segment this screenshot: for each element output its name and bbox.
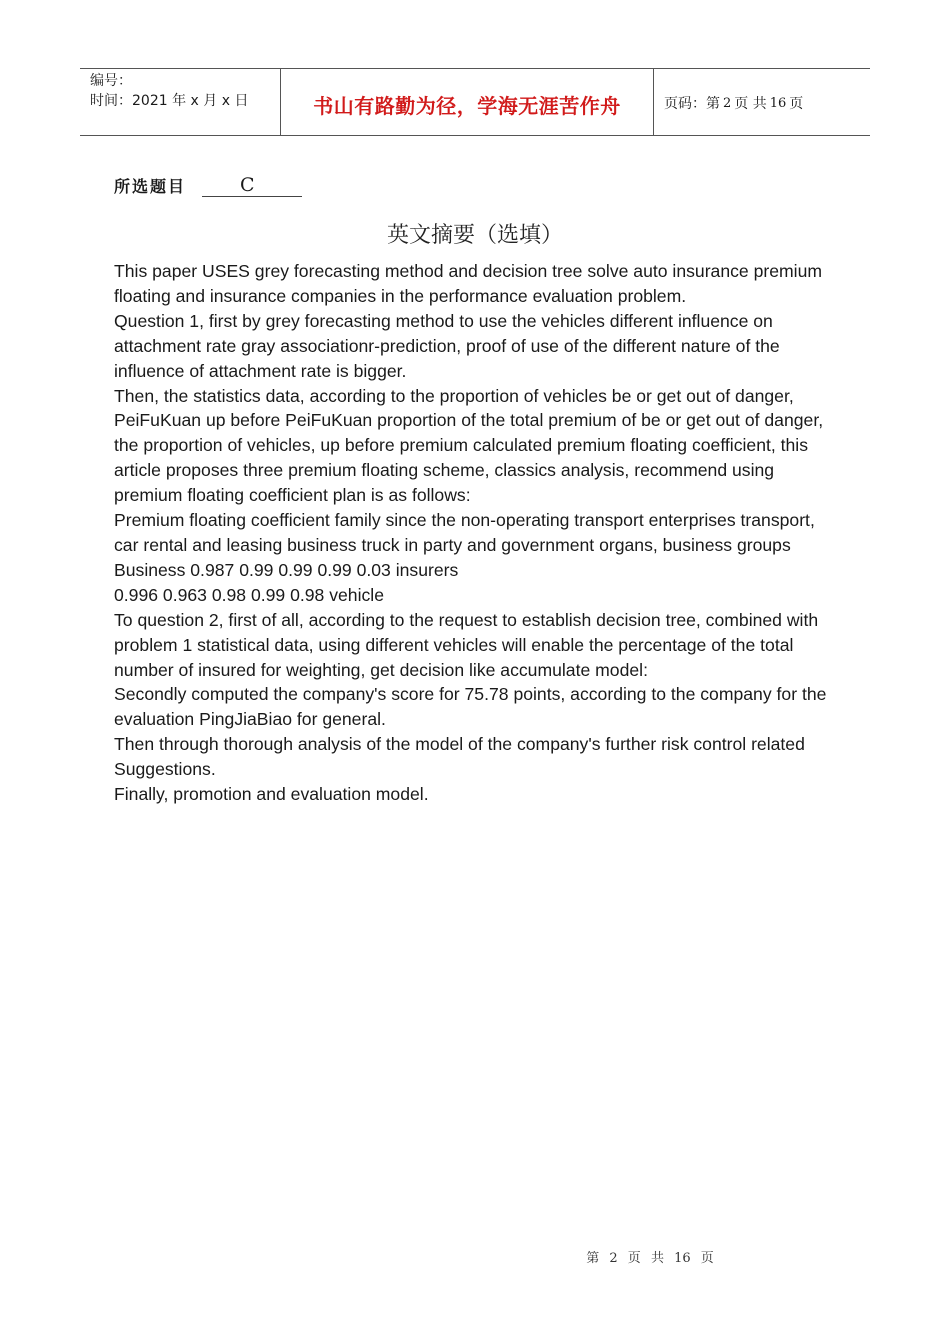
abstract-paragraph: Then, the statistics data, according to the proportion of vehicles be or get out of danger, PeiFuKuan up before PeiFuKuan proportion of the total premium of be or get out of danger, the proportion of vehicles, up before premium calculated premium floating coefficient, this article proposes three premium floating scheme, classics analysis, recommend using premium floating coefficient plan is as follows:	[114, 385, 824, 506]
header-page-current: 2	[723, 95, 732, 111]
abstract-paragraph: This paper USES grey forecasting method and decision tree solve auto insurance premium floating and insurance companies in the performance evaluation problem.	[114, 261, 823, 306]
footer-mid1: 页	[627, 1251, 641, 1266]
abstract-paragraph: Secondly computed the company's score for 75.78 points, according to the company for the evaluation PingJiaBiao for general.	[114, 684, 827, 730]
page-footer	[0, 1247, 950, 1266]
footer-current-page: 2	[609, 1251, 618, 1266]
header-meta	[80, 69, 281, 135]
abstract-title: 英文摘要（选填）	[386, 223, 563, 248]
header-page-mid: 页 共	[734, 96, 767, 112]
abstract-paragraph: Then through thorough analysis of the model of the company's further risk control related Suggestions.	[114, 734, 805, 780]
footer-mid2: 共	[650, 1251, 664, 1266]
abstract-paragraph: 0.996 0.963 0.98 0.99 0.98 vehicle	[114, 584, 384, 605]
abstract-paragraph: Business 0.987 0.99 0.99 0.99 0.03 insurers	[114, 559, 459, 580]
header-id-label: 编号：	[90, 73, 132, 89]
abstract-paragraph: Premium floating coefficient family since the non-operating transport enterprises transport, car rental and leasing business truck in party and government organs, business groups	[114, 510, 815, 555]
footer-suffix: 页	[700, 1251, 714, 1266]
header-time-label: 时间：2021 年 x 月 x 日	[90, 93, 249, 109]
page-header	[80, 68, 870, 136]
abstract-body	[114, 259, 844, 807]
header-page-prefix: 页码：第	[664, 96, 720, 112]
footer-prefix: 第	[586, 1251, 600, 1266]
topic-label: 所选题目	[114, 177, 187, 196]
header-page-total: 16	[769, 95, 787, 111]
selected-topic	[114, 174, 302, 197]
header-motto-cell	[281, 69, 654, 135]
footer-total-pages: 16	[674, 1251, 691, 1266]
abstract-paragraph: Question 1, first by grey forecasting method to use the vehicles different influence on attachment rate gray associationr-prediction, proof of use of the different nature of the influence of attachment rate is bigger.	[114, 310, 780, 381]
header-motto: 书山有路勤为径，学海无涯苦作舟	[313, 93, 621, 118]
header-page-number	[654, 69, 870, 135]
abstract-paragraph: To question 2, first of all, according to the request to establish decision tree, combined with problem 1 statistical data, using different vehicles will enable the percentage of the total number of insured for weighting, get decision like accumulate model:	[114, 609, 819, 680]
header-page-suffix: 页	[789, 96, 804, 112]
topic-value: C	[202, 175, 302, 197]
abstract-paragraph: Finally, promotion and evaluation model.	[114, 784, 429, 805]
